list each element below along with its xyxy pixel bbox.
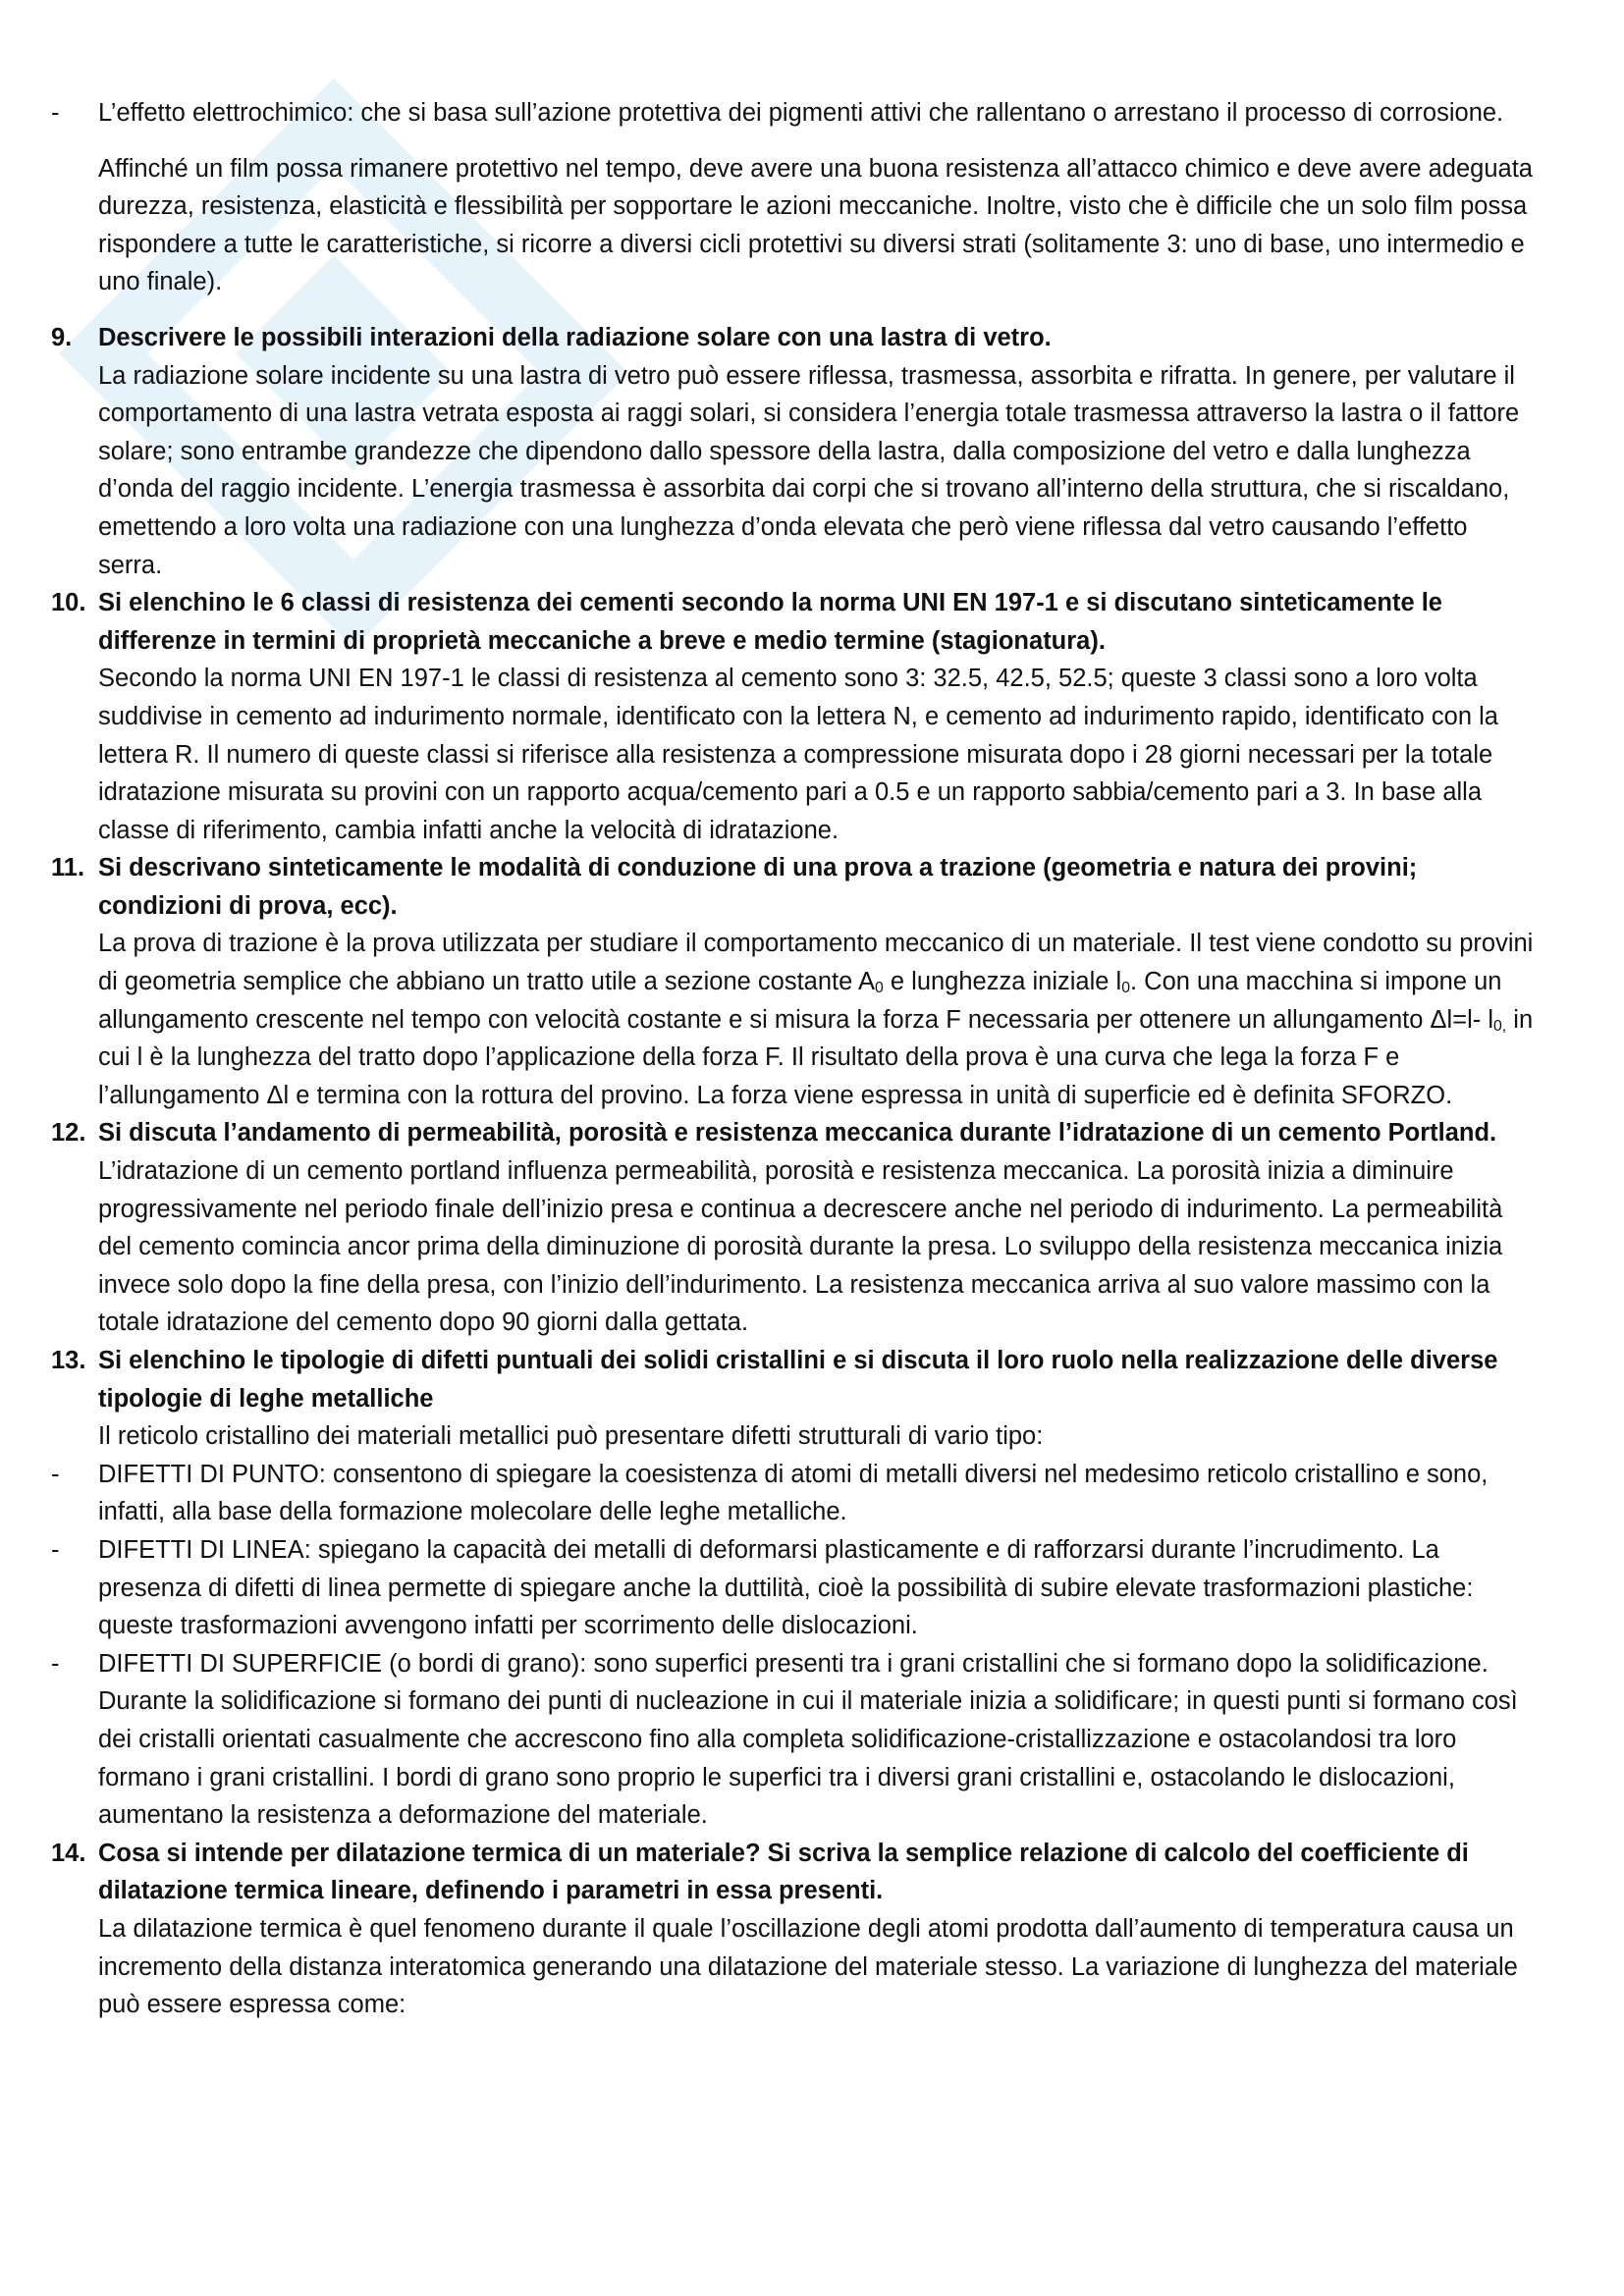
question-9 (51, 319, 1534, 357)
list-item (51, 1645, 1534, 1835)
bullet-text: L’effetto elettrochimico: che si basa sull’azione protettiva dei pigmenti attivi che rallentano o arrestano il processo di corrosione. (98, 99, 1504, 127)
answer-10: Secondo la norma UNI EN 197-1 le classi di resistenza al cemento sono 3: 32.5, 42.5, 52.5; queste 3 classi sono a loro volta suddivise in cemento ad indurimento normale, identificato con la lettera N, e cemento ad indurimento rapido, identificato con la lettera R. Il numero di queste classi si riferisce alla resistenza a compressione misurata dopo i 28 giorni necessari per la totale idratazione misurata su provini con un rapporto acqua/cemento pari a 0.5 e un rapporto sabbia/cemento pari a 3. In base alla classe di riferimento, cambia infatti anche la velocità di idratazione. (98, 665, 1498, 844)
bullet-text: DIFETTI DI PUNTO: consentono di spiegare la coesistenza di atomi di metalli diversi nel medesimo reticolo cristallino e sono, infatti, alla base della formazione molecolare delle leghe metalliche. (98, 1460, 1489, 1526)
answer-text: La prova di trazione è la prova utilizzata per studiare il comportamento meccanico di un materiale. Il test viene condotto su provini di geometria semplice che abbiano un tratto utile a sezione costante A (98, 930, 1534, 996)
question-10 (51, 584, 1534, 660)
question-13 (51, 1342, 1534, 1417)
paragraph-film: Affinché un film possa rimanere protettivo nel tempo, deve avere una buona resistenza all’attacco chimico e deve avere adeguata durezza, resistenza, elasticità e flessibilità per sopportare le azioni meccaniche. Inoltre, visto che è difficile che un solo film possa rispondere a tutte le caratteristiche, si ricorre a diversi cicli protettivi su diversi strati (solitamente 3: uno di base, uno intermedio e uno finale). (98, 154, 1533, 296)
bullet-electrochemical (51, 94, 1534, 133)
answer-11 (98, 925, 1534, 1114)
question-text: Si elenchino le 6 classi di resistenza dei cementi secondo la norma UNI EN 197-1 e si discutano sinteticamente le differenze in termini di proprietà meccaniche a breve e medio termine (stagionatura). (98, 589, 1442, 655)
question-number: 14. (51, 1839, 86, 1867)
question-text: Si discuta l’andamento di permeabilità, porosità e resistenza meccanica durante l’idratazione di un cemento Portland. (98, 1119, 1497, 1148)
bullet-text: DIFETTI DI LINEA: spiegano la capacità dei metalli di deformarsi plasticamente e di rafforzarsi durante l’incrudimento. La presenza di difetti di linea permette di spiegare anche la duttilità, cioè la possibilità di subire elevate trasformazioni plastiche: queste trasformazioni avvengono infatti per scorrimento delle dislocazioni. (98, 1535, 1474, 1640)
list-item (51, 1531, 1534, 1645)
bullet-dash: - (51, 99, 60, 127)
question-text: Descrivere le possibili interazioni della radiazione solare con una lastra di vetro. (98, 323, 1052, 351)
answer-12: L’idratazione di un cemento portland influenza permeabilità, porosità e resistenza meccanica. La porosità inizia a diminuire progressivamente nel periodo finale dell’inizio presa e continua a decrescere anche nel periodo di indurimento. La permeabilità del cemento comincia ancor prima della diminuzione di porosità durante la presa. Lo sviluppo della resistenza meccanica inizia invece solo dopo la fine della presa, con l’inizio dell’indurimento. La resistenza meccanica arriva al suo valore massimo con la totale idratazione del cemento dopo 90 giorni dalla gettata. (98, 1157, 1503, 1337)
question-number: 10. (51, 589, 86, 617)
question-number: 9. (51, 323, 73, 351)
subscript: 0 (875, 980, 884, 997)
answer-14: La dilatazione termica è quel fenomeno durante il quale l’oscillazione degli atomi prodotta dall’aumento di temperatura causa un incremento della distanza interatomica generando una dilatazione del materiale stesso. La variazione di lunghezza del materiale può essere espressa come: (98, 1914, 1518, 2019)
list-item (51, 1456, 1534, 1531)
question-number: 11. (51, 854, 85, 882)
question-text: Cosa si intende per dilatazione termica di un materiale? Si scriva la semplice relazione di calcolo del coefficiente di dilatazione termica lineare, definendo i parametri in essa presenti. (98, 1839, 1469, 1905)
answer-13-intro: Il reticolo cristallino dei materiali metallici può presentare difetti strutturali di vario tipo: (98, 1422, 1044, 1451)
answer-9: La radiazione solare incidente su una lastra di vetro può essere riflessa, trasmessa, assorbita e rifratta. In genere, per valutare il comportamento di una lastra vetrata esposta ai raggi solari, si considera l’energia totale trasmessa attraverso la lastra o il fattore solare; sono entrambe grandezze che dipendono dallo spessore della lastra, dalla composizione del vetro e dalla lunghezza d’onda del raggio incidente. L’energia trasmessa è assorbita dai corpi che si trovano all’interno della struttura, che si riscaldano, emettendo a loro volta una radiazione con una lunghezza d’onda elevata che però viene riflessa dal vetro causando l’effetto serra. (98, 361, 1520, 579)
question-14 (51, 1835, 1534, 1910)
subscript: 0, (1493, 1017, 1507, 1035)
question-12 (51, 1114, 1534, 1152)
subscript: 0 (1121, 980, 1130, 997)
document-page (51, 94, 1534, 2024)
answer-text: in cui l è la lunghezza del tratto dopo l’applicazione della forza F. Il risultato della prova è una curva che lega la forza F e l’allungamento Δl e termina con la rottura del provino. La forza viene espressa in unità di superficie ed è definita SFORZO. (98, 1005, 1534, 1109)
bullet-dash: - (51, 1535, 60, 1564)
bullet-dash: - (51, 1460, 60, 1488)
answer-text: . Con una macchina si impone un allungamento crescente nel tempo con velocità costante e si misura la forza F necessaria per ottenere un allungamento Δl=l- l (98, 968, 1502, 1034)
bullet-text: DIFETTI DI SUPERFICIE (o bordi di grano): sono superfici presenti tra i grani cristallini che si formano dopo la solidificazione. Durante la solidificazione si formano dei punti di nucleazione in cui il materiale inizia a solidificare; in questi punti si formano così dei cristalli orientati casualmente che accrescono fino alla completa solidificazione-cristallizzazione e ostacolandosi tra loro formano i grani cristallini. I bordi di grano sono proprio le superfici tra i diversi grani cristallini e, ostacolando le dislocazioni, aumentano la resistenza a deformazione del materiale. (98, 1649, 1518, 1830)
question-text: Si elenchino le tipologie di difetti puntuali dei solidi cristallini e si discuta il loro ruolo nella realizzazione delle diverse tipologie di leghe metalliche (98, 1347, 1498, 1413)
question-text: Si descrivano sinteticamente le modalità di conduzione di una prova a trazione (geometria e natura dei provini; condizioni di prova, ecc). (98, 854, 1418, 920)
answer-text: e lunghezza iniziale l (883, 968, 1122, 996)
bullet-dash: - (51, 1649, 60, 1678)
question-number: 13. (51, 1347, 86, 1374)
question-number: 12. (51, 1119, 86, 1148)
question-11 (51, 849, 1534, 925)
